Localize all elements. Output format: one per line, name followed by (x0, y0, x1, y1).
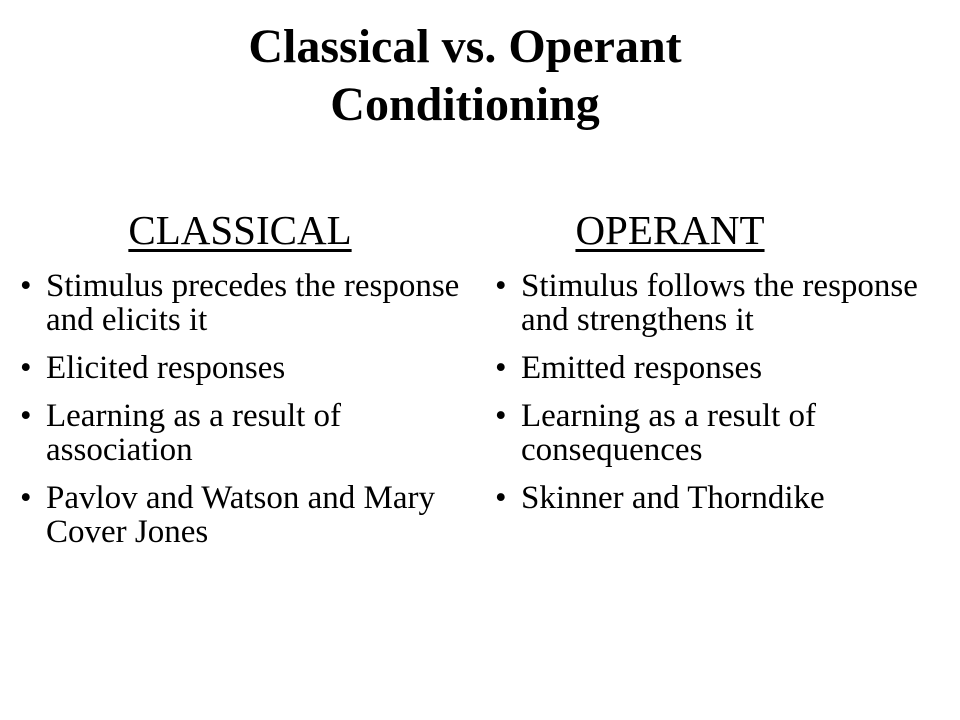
operant-column (495, 205, 935, 529)
list-item (495, 351, 935, 385)
list-item-text: Stimulus follows the response and strengthens it (521, 268, 918, 338)
list-item (495, 269, 935, 337)
list-item-text: Emitted responses (521, 350, 763, 386)
list-item-text: Stimulus precedes the response and elicits it (46, 268, 460, 338)
list-item (495, 481, 935, 515)
bullet-icon: • (20, 480, 32, 516)
slide-title-line-2: Conditioning (330, 78, 600, 131)
operant-list (495, 269, 935, 515)
list-item (20, 399, 460, 467)
bullet-icon: • (495, 480, 507, 516)
classical-list (20, 269, 460, 549)
list-item-text: Pavlov and Watson and Mary Cover Jones (46, 480, 436, 550)
bullet-icon: • (495, 268, 507, 304)
list-item (495, 399, 935, 467)
slide-title-line-1: Classical vs. Operant (248, 20, 682, 73)
bullet-icon: • (20, 268, 32, 304)
slide-title (0, 18, 930, 134)
bullet-icon: • (20, 398, 32, 434)
list-item-text: Elicited responses (46, 350, 286, 386)
list-item (20, 351, 460, 385)
bullet-icon: • (20, 350, 32, 386)
classical-heading: CLASSICAL (128, 207, 352, 253)
list-item-text: Learning as a result of association (46, 398, 342, 468)
bullet-icon: • (495, 398, 507, 434)
list-item-text: Learning as a result of consequences (521, 398, 817, 468)
bullet-icon: • (495, 350, 507, 386)
list-item-text: Skinner and Thorndike (521, 480, 825, 516)
list-item (20, 269, 460, 337)
operant-heading: OPERANT (575, 207, 765, 253)
classical-column (20, 205, 460, 563)
list-item (20, 481, 460, 549)
